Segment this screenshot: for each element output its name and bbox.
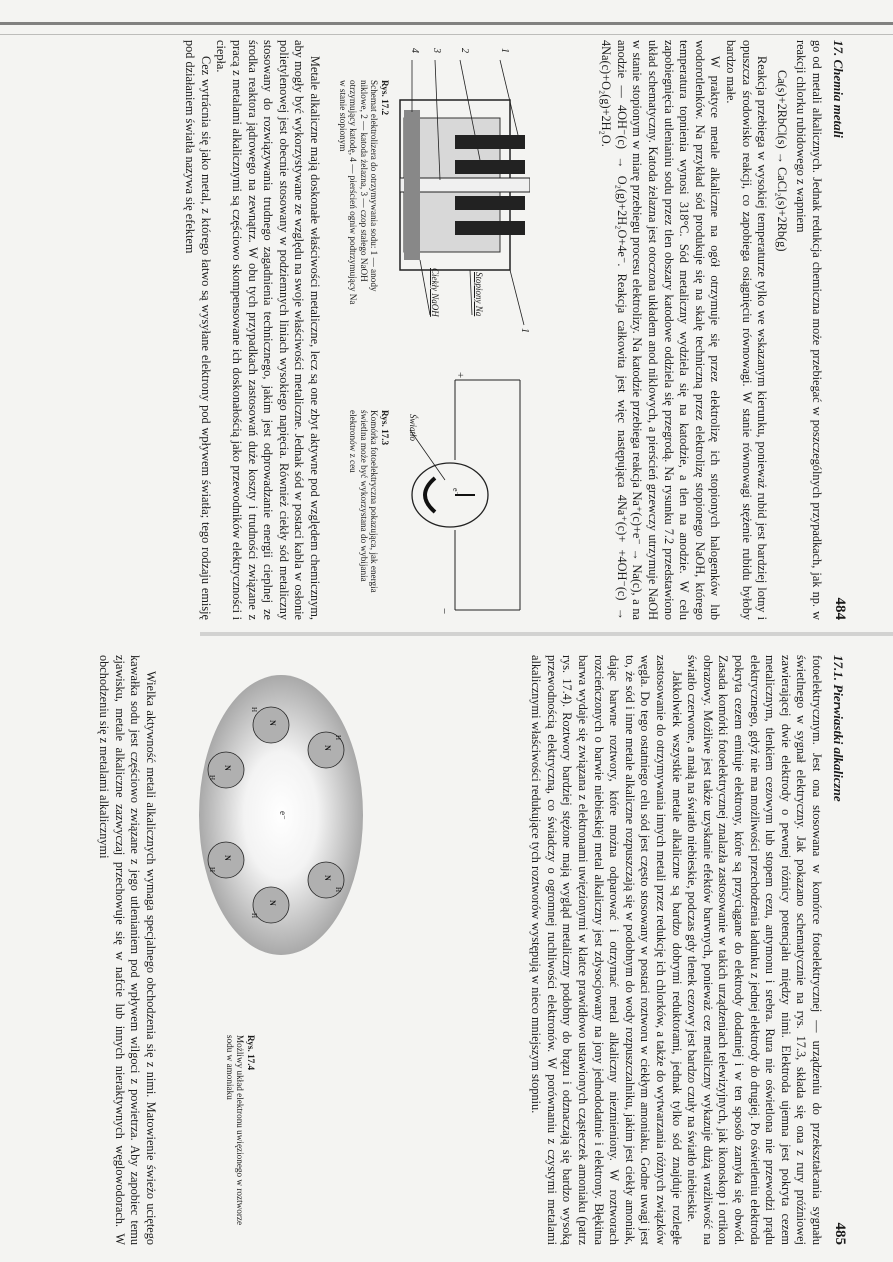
figure-label-number: 3 <box>431 48 442 53</box>
paragraph: Wielka aktywność metali alkalicznych wymaga specjalnego obchodzenia się z nimi. Matowienie świeżo uciętego kawałka sodu jest częściowo związane z jego utlenianiem pod wpływem wilgoci z powietrza. Aby zapobiec temu zjawisku, metale alkaliczne zazwyczaj przechowuje się w nafcie lub innych nieraktywnych węglowodorach. W obchodzeniu się z metalami alkalicznymi <box>97 655 158 1245</box>
figure-17-3 <box>330 370 530 620</box>
label-nitrogen: N <box>268 900 277 906</box>
label-light: Światło <box>408 414 418 442</box>
text-block-top <box>598 40 824 620</box>
label-nitrogen: N <box>223 765 232 771</box>
label-nitrogen: N <box>323 745 332 751</box>
label-liquid-naoh: Ciekły NaOH <box>430 268 440 317</box>
label-molten-sodium: Stopiony Na <box>474 272 484 317</box>
label-minus: − <box>438 608 450 615</box>
label-plus: + <box>454 372 466 379</box>
label-electron: e⁻ <box>451 488 460 496</box>
label-hydrogen: H <box>334 735 342 741</box>
page-485 <box>48 655 848 1245</box>
figure-caption-text: Schemat elektrolizera do otrzymywania sodu: 1 — anody niklowe, 2 — katoda żelazna, 3 — czop stałego NaOH otrzymujący katodę, 4 — pierścień ogniw podtrzymujący Na w stanie stopionym <box>337 80 380 305</box>
paragraph: Reakcja przebiega w wysokiej temperaturze tylko we wskazanym kierunku, ponieważ rubid jest bardziej lotny i opuszcza środowisko reakcji, co zapobiega osiągnięciu równowagi. W stanie równowagi stężenie rubidu byłoby bardzo małe. <box>724 40 770 620</box>
equation: Ca(s)+2RbCl(s) → CaCl₂(s)+2Rb(g) <box>774 70 789 252</box>
paragraph: W praktyce metale alkaliczne na ogół otrzymuje się przez elektrolizę ich stopionych halogenków lub wodorotlenków. Na przykład sód produkuje się na skalę techniczną przez elektrolizę stopionego NaOH, którego temperatura topnienia wynosi 318°C. Sód metaliczny wydziela się na katodzie, a tlen na anodzie. W celu zapobiegnięcia utlenianiu sodu przez tlen obszary katodowe oddziela się przegrodą. Na rysunku 7.2 przedstawiono układ schematyczny. Katoda żelazna jest otoczona układem anod niklowych, a pierścień grzewczy utrzymuje NaOH w stanie stopionym w miarę przebiegu procesu elektrolizy. Na katodzie przebiega reakcja Na⁺(c)+e⁻ → Na(c), a na anodzie — 4OH⁻(c) → O₂(g)+2H₂O+4e⁻. Reakcja całkowita jest więc następująca 4Na⁺(c)+ +4OH⁻(c) → 4Na(c)+O₂(g)+2H₂O. <box>599 40 723 620</box>
text-block-bottom <box>96 655 158 1245</box>
page-number: 484 <box>832 597 848 620</box>
figure-caption <box>348 410 390 600</box>
paragraph: Jakkolwiek wszystkie metale alkaliczne są bardzo dobrymi reduktorami, jednak tylko sód znajduje rozległe zastosowanie do otrzymywania innych metali przez redukcję ich chlorków, a także do wytwarzania różnych związków węgla. Do tego ostatniego celu sód jest często stosowany w postaci roztworu w ciekłym amoniaku. Godne uwagi jest to, że sód i inne metale alkaliczne rozpuszczają się w podobnym do wody rozpuszczalniku, jakim jest ciekły amoniak, dając barwne roztwory, które można odparować i otrzymać metal alkaliczny niezmieniony. W roztworach rozcieńczonych o barwie niebieskiej metal alkaliczny jest zdysocjowany na jony jednododatnie i elektrony. Błękitna barwa wydaje się związana z elektronami uwięzionymi w klatce prawidłowo ustawionych cząsteczek amoniaku (patrz rys. 17.4). Roztwory bardziej stężone mają wygląd metaliczny podobny do brązu i odznaczają się bardzo wysoką przewodnością elektryczną, co świadczy o ogromnej ruchliwości elektronów. W porównaniu z czystymi metalami alkalicznymi właściwości redukujące tych roztworów występują w nieco mniejszym stopniu. <box>529 655 684 1245</box>
figure-label-number: 1 <box>519 328 530 333</box>
text-block-top <box>528 655 824 1245</box>
running-header <box>826 655 848 1245</box>
label-hydrogen: H <box>334 887 342 893</box>
section-title: 17.1. Pierwiastki alkaliczne <box>831 655 846 802</box>
figure-caption-text: Komórka fotoelektryczna pokazująca, jak energia świetlna może być wykorzystana do wybijania elektronów z ceu <box>348 410 380 593</box>
figure-caption-text: Możliwy układ elektronu uwięzionego w roztworze sodu w amoniaku <box>224 1035 246 1226</box>
figure-title: Rys. 17.2 <box>380 80 390 116</box>
label-hydrogen: H <box>250 707 258 713</box>
electrolyzer-diagram <box>395 40 530 340</box>
figure-label-number: 4 <box>409 48 420 53</box>
figure-caption <box>337 80 390 310</box>
section-title: 17. Chemia metali <box>831 40 846 138</box>
figure-caption <box>224 1035 256 1235</box>
label-nitrogen: N <box>323 875 332 881</box>
label-nitrogen: N <box>268 720 277 726</box>
figure-label-number: 2 <box>459 48 470 53</box>
figure-17-2 <box>330 40 530 340</box>
figure-17-4 <box>166 655 366 1245</box>
paragraph: Metale alkaliczne mają doskonałe właściwości metaliczne, lecz są one zbyt aktywne pod względem chemicznym, aby mogły być wykorzystywane ze względu na swoje właściwości metaliczne. Jednak sód w postaci kabla w osłonie polietylenowej jest obecnie stosowany w podziemnych liniach wysokiego napięcia. Również ciekły sód metaliczny stosowany do rozwiązywania trudnego zagadnienia technicznego, jakim jest odprowadzanie energii cieplnej ze środka reaktora jądrowego na zewnątrz. W obu tych przypadkach zastosowań duże koszty i trudności związane z pracą z metalami alkalicznymi są częściowo skompensowane ich doskonałością jako przewodników elektryczności i ciepła. <box>214 40 322 620</box>
paragraph: fotoelektrycznym. Jest ona stosowana w komórce fotoelektrycznej — urządzeniu do przekształcania sygnału świetlnego w sygnał elektryczny. Jak pokazano schematycznie na rys. 17.3, składa się ona z rury próżniowej zawierającej dwie elektrody o pewnej różnicy potencjału między nimi. Elektroda ujemna jest pokryta cezem metalicznym, tlenkiem cezowym lub stopem cezu, antymonu i srebra. Rura nie oświetlona nie przewodzi prądu elektrycznego, gdyż nie ma możliwości przechodzenia ładunku z jednej elektrody do drugiej. Po oświetleniu elektroda pokryta cezem emituje elektrony, które są przyciągane do elektrody dodatniej i w ten sposób zamyka się obwód. Zasada komórki fotoelektrycznej znalazła zastosowanie w takich urządzeniach telewizyjnych, jak ikonoskop i ortikon obrazowy. Możliwe jest także uzyskanie efektów barwnych, ponieważ cez metaliczny wykazuje dużą wrażliwość na światło czerwone, a małą na światło niebieskie, podczas gdy tlenek cezowy jest bardzo czuły na światło niebieskie. <box>685 655 824 1245</box>
paragraph: go od metali alkalicznych. Jednak redukcja chemiczna może przebiegać w poszczególnych przypadkach, jak np. w reakcji chlorku rubidowego z wapniem <box>794 40 824 620</box>
label-hydrogen: H <box>208 775 216 781</box>
photocell-diagram <box>395 370 530 620</box>
figure-title: Rys. 17.4 <box>246 1035 256 1071</box>
page-484 <box>48 40 848 620</box>
figure-title: Rys. 17.3 <box>380 410 390 446</box>
label-electron: e⁻ <box>278 811 288 820</box>
label-hydrogen: H <box>250 913 258 919</box>
text-block-bottom <box>182 40 322 620</box>
label-nitrogen: N <box>223 855 232 861</box>
running-header <box>826 40 848 620</box>
label-hydrogen: H <box>208 867 216 873</box>
figure-label-number: 1 <box>499 48 510 53</box>
page-number: 485 <box>832 1222 848 1245</box>
paragraph: Cez wytrácnia się jako metal, z którego łatwo są wysyłane elektrony pod wpływem światła; tego rodzaju emisję pod działaniem światła nazywa się efektem <box>183 40 213 620</box>
